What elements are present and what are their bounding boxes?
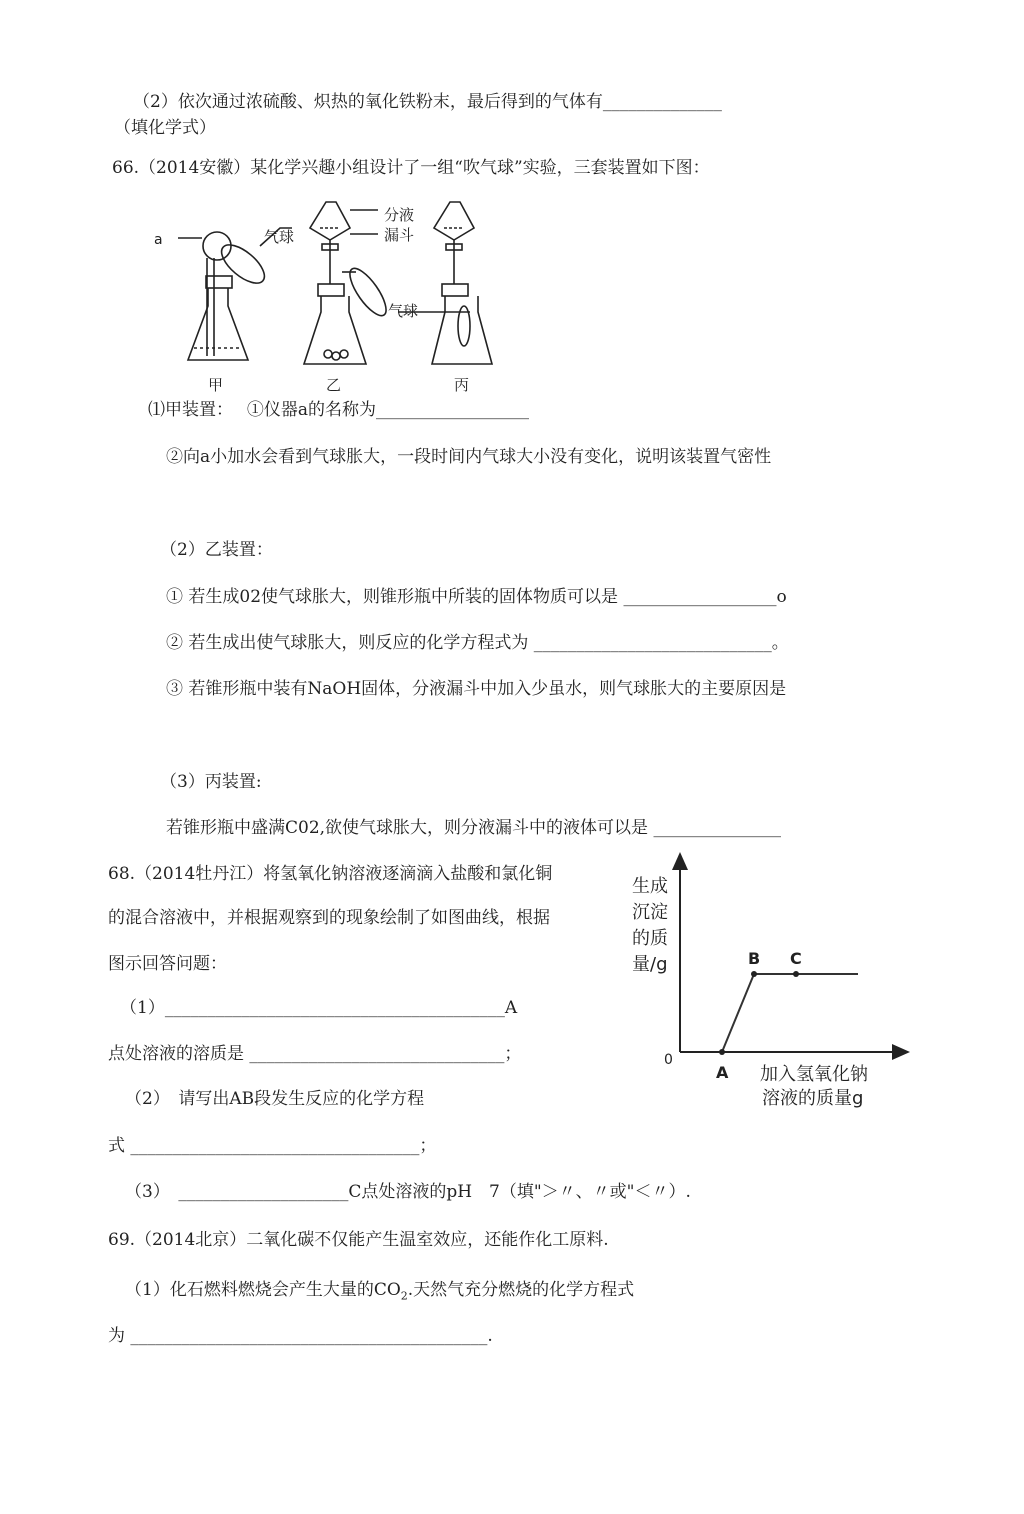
flask-yi: [304, 202, 392, 364]
precipitate-graph: [620, 852, 910, 1112]
label-funnel-1: 分液: [384, 206, 415, 224]
graph-ylabel-4: 量/g: [632, 954, 668, 975]
q66-part2-heading: （2）乙装置：: [160, 540, 273, 560]
graph-label-b: B: [748, 949, 761, 968]
q66-part3-1: 若锥形瓶中盛满C02,欲使气球胀大，则分液漏斗中的液体可以是 _______________: [166, 818, 781, 838]
q66-stem: 66.（2014安徽）某化学兴趣小组设计了一组“吹气球”实验，三套装置如下图：: [112, 158, 710, 178]
label-funnel-2: 漏斗: [384, 226, 415, 244]
label-jia: 甲: [208, 376, 224, 394]
graph-label-a: A: [716, 1063, 729, 1082]
q68-part1-2: 点处溶液的溶质是 ______________________________；: [108, 1044, 522, 1064]
graph-ylabel-2: 沉淀: [632, 902, 668, 923]
q68-stem-2: 的混合溶液中，并根据观察到的现象绘制了如图曲线，根据: [108, 908, 550, 928]
q69-part1-1b: .天然气充分燃烧的化学方程式: [407, 1280, 635, 1300]
point-c-marker: [793, 971, 799, 977]
point-b-marker: [751, 971, 757, 977]
q69-subscript: 2: [400, 1289, 408, 1303]
q66-part2-2: ② 若生成出使气球胀大，则反应的化学方程式为 ____________________________。: [166, 633, 789, 653]
q66-part1-2: ②向a小加水会看到气球胀大，一段时间内气球大小没有变化，说明该装置气密性: [166, 447, 772, 467]
label-balloon-yi: 气球: [388, 302, 419, 320]
q66-part3-heading: （3）丙装置:: [160, 772, 262, 792]
label-yi: 乙: [326, 376, 342, 394]
label-a: a: [154, 232, 163, 248]
q69-part1-2: 为 __________________________________________.: [108, 1326, 493, 1346]
q65-part2-note: （填化学式）: [114, 118, 216, 138]
flask-jia: [178, 228, 295, 360]
q65-part2-line: （2）依次通过浓硫酸、炽热的氧化铁粉末，最后得到的气体有______________: [133, 92, 722, 112]
q69-part1-1: [125, 1278, 634, 1308]
q66-part1-1: ⑴甲装置： ①仪器a的名称为__________________: [148, 400, 530, 420]
graph-ylabel-1: 生成: [632, 876, 668, 897]
q68-part3: （3） ____________________C点处溶液的pH 7（填"＞〃、〃或"＜〃）.: [125, 1182, 691, 1202]
q69-part1-1a: （1）化石燃料燃烧会产生大量的CO: [125, 1280, 401, 1300]
balloon-apparatus-figure: [150, 188, 560, 398]
q68-part2-1: （2） 请写出AB段发生反应的化学方程: [125, 1089, 425, 1109]
q68-stem-3: 图示回答问题：: [108, 954, 227, 974]
label-bing: 丙: [454, 376, 470, 394]
q69-stem: 69.（2014北京）二氧化碳不仅能产生温室效应，还能作化工原料.: [108, 1230, 609, 1250]
q66-part2-1: ① 若生成02使气球胀大，则锥形瓶中所装的固体物质可以是 __________________o: [166, 587, 787, 607]
point-a-marker: [719, 1049, 725, 1055]
graph-ylabel-3: 的质: [632, 928, 668, 949]
label-balloon-jia: 气球: [264, 228, 295, 246]
graph-xlabel-1: 加入氢氧化钠: [760, 1064, 868, 1085]
graph-origin: 0: [664, 1052, 673, 1068]
q66-part2-3: ③ 若锥形瓶中装有NaOH固体，分液漏斗中加入少虽水，则气球胀大的主要原因是: [166, 679, 787, 699]
q68-part2-2: 式 __________________________________；: [108, 1136, 437, 1156]
graph-xlabel-2: 溶液的质量g: [762, 1088, 864, 1109]
q68-part1-1: （1）________________________________________A: [120, 998, 518, 1018]
graph-label-c: C: [790, 949, 802, 968]
q68-stem-1: 68.（2014牡丹江）将氢氧化钠溶液逐滴滴入盐酸和氯化铜: [108, 864, 553, 884]
